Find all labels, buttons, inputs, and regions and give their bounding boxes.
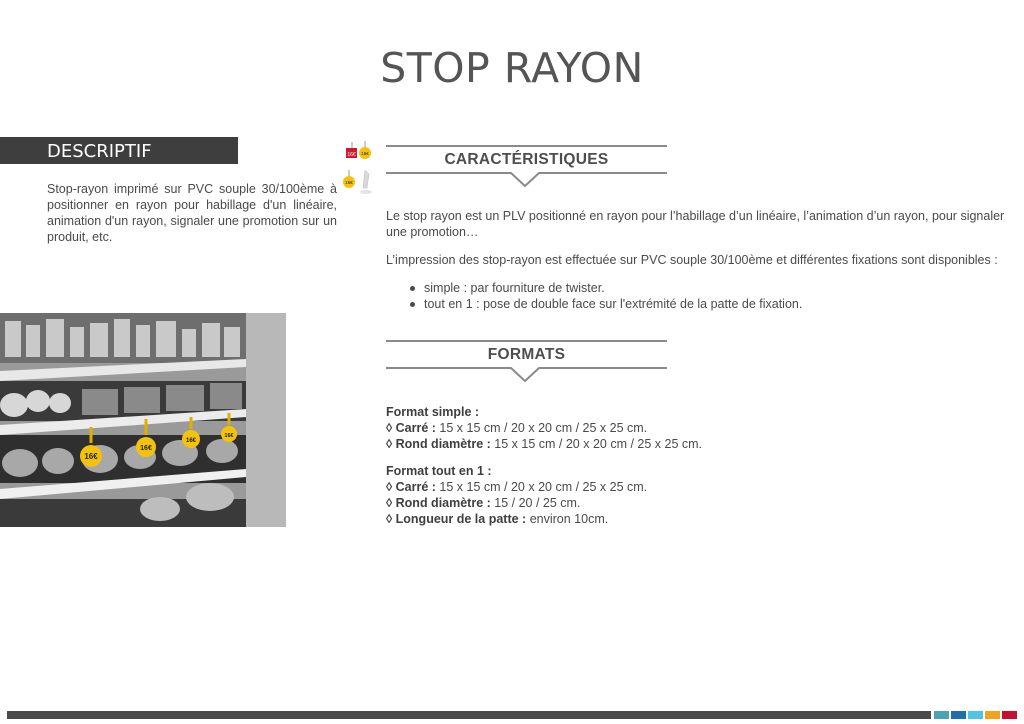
header-rule-top [386, 145, 667, 147]
format-all-in-one [386, 463, 647, 527]
description-text: Stop-rayon imprimé sur PVC souple 30/100ème à positionner en rayon pour habillage d'un linéaire, animation d'un rayon, signaler une promotion sur un produit, etc. [47, 182, 337, 244]
format-all-in-one-square [386, 479, 647, 495]
product-thumbnails [343, 140, 377, 202]
header-rule-top [386, 340, 667, 342]
formats-heading: FORMATS [487, 346, 566, 363]
price-tag-label-2: 16€ [140, 445, 152, 452]
format-simple-square [386, 420, 702, 436]
page-title: STOP RAYON [380, 44, 644, 92]
tab-length-value: environ 10cm. [526, 512, 609, 526]
product-photo [0, 313, 286, 527]
format-simple-title: Format simple : [386, 405, 480, 419]
footer-swatch-orange [985, 711, 1000, 719]
characteristics-paragraph-2: L’impression des stop-rayon est effectuée sur PVC souple 30/100ème et différentes fixations sont disponibles : [386, 253, 998, 267]
svg-text:16€: 16€ [347, 152, 356, 158]
square-label: ◊ Carré : [386, 480, 436, 494]
price-tag-label-1: 16€ [84, 452, 98, 461]
list-item: simple : par fourniture de twister. [410, 280, 802, 296]
list-item: tout en 1 : pose de double face sur l'extrémité de la patte de fixation. [410, 296, 802, 312]
footer-swatch-sky [968, 711, 983, 719]
description-banner [0, 137, 238, 183]
footer-swatch-blue [951, 711, 966, 719]
price-tag-label-3: 16€ [185, 438, 197, 444]
fixation-list [410, 280, 802, 312]
round-value: 15 x 15 cm / 20 x 20 cm / 25 x 25 cm. [490, 437, 703, 451]
square-tag-thumbnail [343, 140, 377, 202]
svg-text:16€: 16€ [345, 180, 353, 185]
format-simple-round [386, 436, 702, 452]
round-label: ◊ Rond diamètre : [386, 437, 491, 451]
characteristics-paragraph-1: Le stop rayon est un PLV positionné en rayon pour l’habillage d’un linéaire, l’animation d’un rayon, pour signaler une promotion… [386, 209, 1005, 239]
footer-bar [7, 711, 931, 719]
characteristics-heading: CARACTÉRISTIQUES [444, 151, 609, 168]
format-all-in-one-round [386, 495, 647, 511]
footer-swatch-teal [934, 711, 949, 719]
format-all-in-one-title: Format tout en 1 : [386, 464, 492, 478]
description-heading: DESCRIPTIF PRODUIT [47, 141, 152, 183]
price-tag-label-4: 16€ [224, 433, 234, 439]
round-label: ◊ Rond diamètre : [386, 496, 491, 510]
formats-header [386, 340, 667, 388]
footer-swatch-red [1002, 711, 1017, 719]
shelf-photo-illustration [0, 313, 286, 527]
square-label: ◊ Carré : [386, 421, 436, 435]
round-value: 15 / 20 / 25 cm. [490, 496, 581, 510]
format-all-in-one-tab [386, 511, 647, 527]
characteristics-header [386, 144, 667, 192]
format-simple [386, 404, 702, 452]
tab-length-label: ◊ Longueur de la patte : [386, 512, 527, 526]
svg-text:16€: 16€ [361, 151, 369, 156]
header-arrow-rule [386, 171, 667, 189]
square-value: 15 x 15 cm / 20 x 20 cm / 25 x 25 cm. [435, 480, 648, 494]
square-value: 15 x 15 cm / 20 x 20 cm / 25 x 25 cm. [435, 421, 648, 435]
header-arrow-rule [386, 366, 667, 384]
